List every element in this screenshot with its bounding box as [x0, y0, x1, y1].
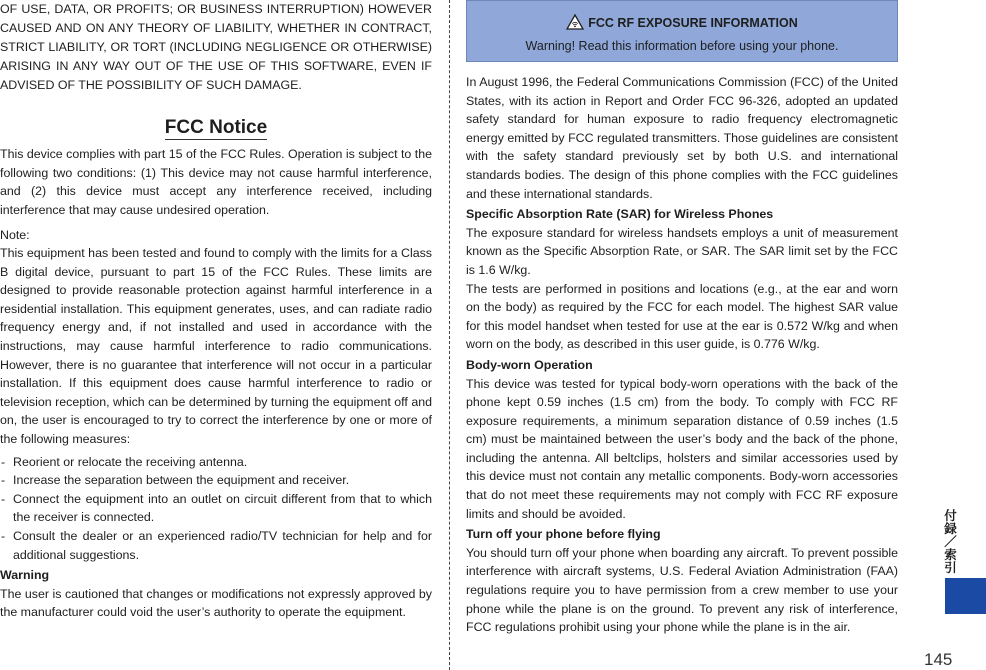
compliance-paragraph: This device complies with part 15 of the FCC Rules. Operation is subject to the following two conditions: (1) This device may not cause harmful interference, and (2) this device must accept any interference received, including interference that may cause undesired operation.	[0, 147, 432, 217]
fcc-notice-heading: FCC Notice	[164, 116, 268, 138]
right-column	[466, 0, 898, 637]
rf-exposure-banner	[466, 0, 898, 62]
left-column	[0, 0, 432, 622]
sar-heading: Specific Absorption Rate (SAR) for Wireless Phones	[466, 207, 774, 222]
disclaimer-text: OF USE, DATA, OR PROFITS; OR BUSINESS INTERRUPTION) HOWEVER CAUSED AND ON ANY THEORY OF LIABILITY, WHETHER IN CONTRACT, STRICT LIABILITY, OR TORT (INCLUDING NEGLIGENCE OR OTHERWISE) ARISING IN ANY WAY OUT OF THE USE OF THIS SOFTWARE, EVEN IF ADVISED OF THE POSSIBILITY OF SUCH DAMAGE.	[0, 2, 432, 92]
list-item: - Increase the separation between the equipment and receiver.	[0, 471, 432, 490]
page-number: 145	[924, 650, 953, 669]
list-item: - Connect the equipment into an outlet on circuit different from that to which the receiver is connected.	[0, 490, 432, 527]
list-item: - Reorient or relocate the receiving antenna.	[0, 453, 432, 472]
flying-heading: Turn off your phone before flying	[466, 527, 661, 542]
column-divider	[449, 0, 450, 670]
rf-exposure-subtitle: Warning! Read this information before using your phone.	[525, 39, 839, 53]
warning-triangle-icon	[566, 14, 584, 34]
body-worn-heading: Body-worn Operation	[466, 357, 593, 372]
appendix-index-tab: 付 録 ／ 索 引	[944, 509, 957, 575]
warning-label: Warning	[0, 568, 50, 583]
fcc-1996-paragraph: In August 1996, the Federal Communications Commission (FCC) of the United States, with its action in Report and Order FCC 96-326, adopted an updated safety standard for human exposure to radio frequency electromagnetic energy emitted by FCC regulated transmitters. Those guidelines are consistent with the safety standard previously set by both U.S. and international standards bodies. The design of this phone complies with the FCC guidelines and these international standards.	[466, 75, 898, 201]
flying-paragraph: You should turn off your phone when boarding any aircraft. To prevent possible interference with aircraft systems, U.S. Federal Aviation Administration (FAA) regulations require you to have permission from a crew member to use your phone while the plane is on the ground. To prevent any risk of interference, FCC regulations prohibit using your phone while the plane is in the air.	[466, 545, 898, 635]
sar-paragraph-2: The tests are performed in positions and locations (e.g., at the ear and worn on the body) as required by the FCC for each model. The highest SAR value for this model handset when tested for use at the ear is 0.572 W/kg and when worn on the body, as described in this user guide, is 0.776 W/kg.	[466, 281, 898, 352]
body-worn-paragraph: This device was tested for typical body-worn operations with the back of the phone kept 0.59 inches (1.5 cm) from the body. To comply with FCC RF exposure requirements, a minimum separation distance of 0.59 inches (1.5 cm) must be maintained between the user’s body and the back of the phone, including the antenna. All beltclips, holsters and similar accessories used by this device must not contain any metallic components. Body-worn accessories that do not meet these requirements may not comply with FCC RF exposure limits and should be avoided.	[466, 376, 898, 521]
section-tab-marker	[945, 578, 986, 614]
class-b-paragraph: This equipment has been tested and found to comply with the limits for a Class B digital device, pursuant to part 15 of the FCC Rules. These limits are designed to provide reasonable protection against harmful interference in a residential installation. This equipment generates, uses, and can radiate radio frequency energy and, if not installed and used in accordance with the instructions, may cause harmful interference to radio communications. However, there is no guarantee that interference will not occur in a particular installation. If this equipment does cause harmful interference to radio or television reception, which can be determined by turning the equipment off and on, the user is encouraged to try to correct the interference by one or more of the following measures:	[0, 246, 432, 447]
measures-list	[0, 453, 432, 565]
sar-paragraph-1: The exposure standard for wireless handsets employs a unit of measurement known as the Specific Absorption Rate, or SAR. The SAR limit set by the FCC is 1.6 W/kg.	[466, 225, 898, 277]
list-item: - Consult the dealer or an experienced radio/TV technician for help and for additional suggestions.	[0, 527, 432, 564]
rf-exposure-title: FCC RF EXPOSURE INFORMATION	[588, 16, 798, 30]
note-label: Note:	[0, 227, 30, 242]
warning-text: The user is cautioned that changes or modifications not expressly approved by the manufacturer could void the user’s authority to operate the equipment.	[0, 586, 432, 620]
